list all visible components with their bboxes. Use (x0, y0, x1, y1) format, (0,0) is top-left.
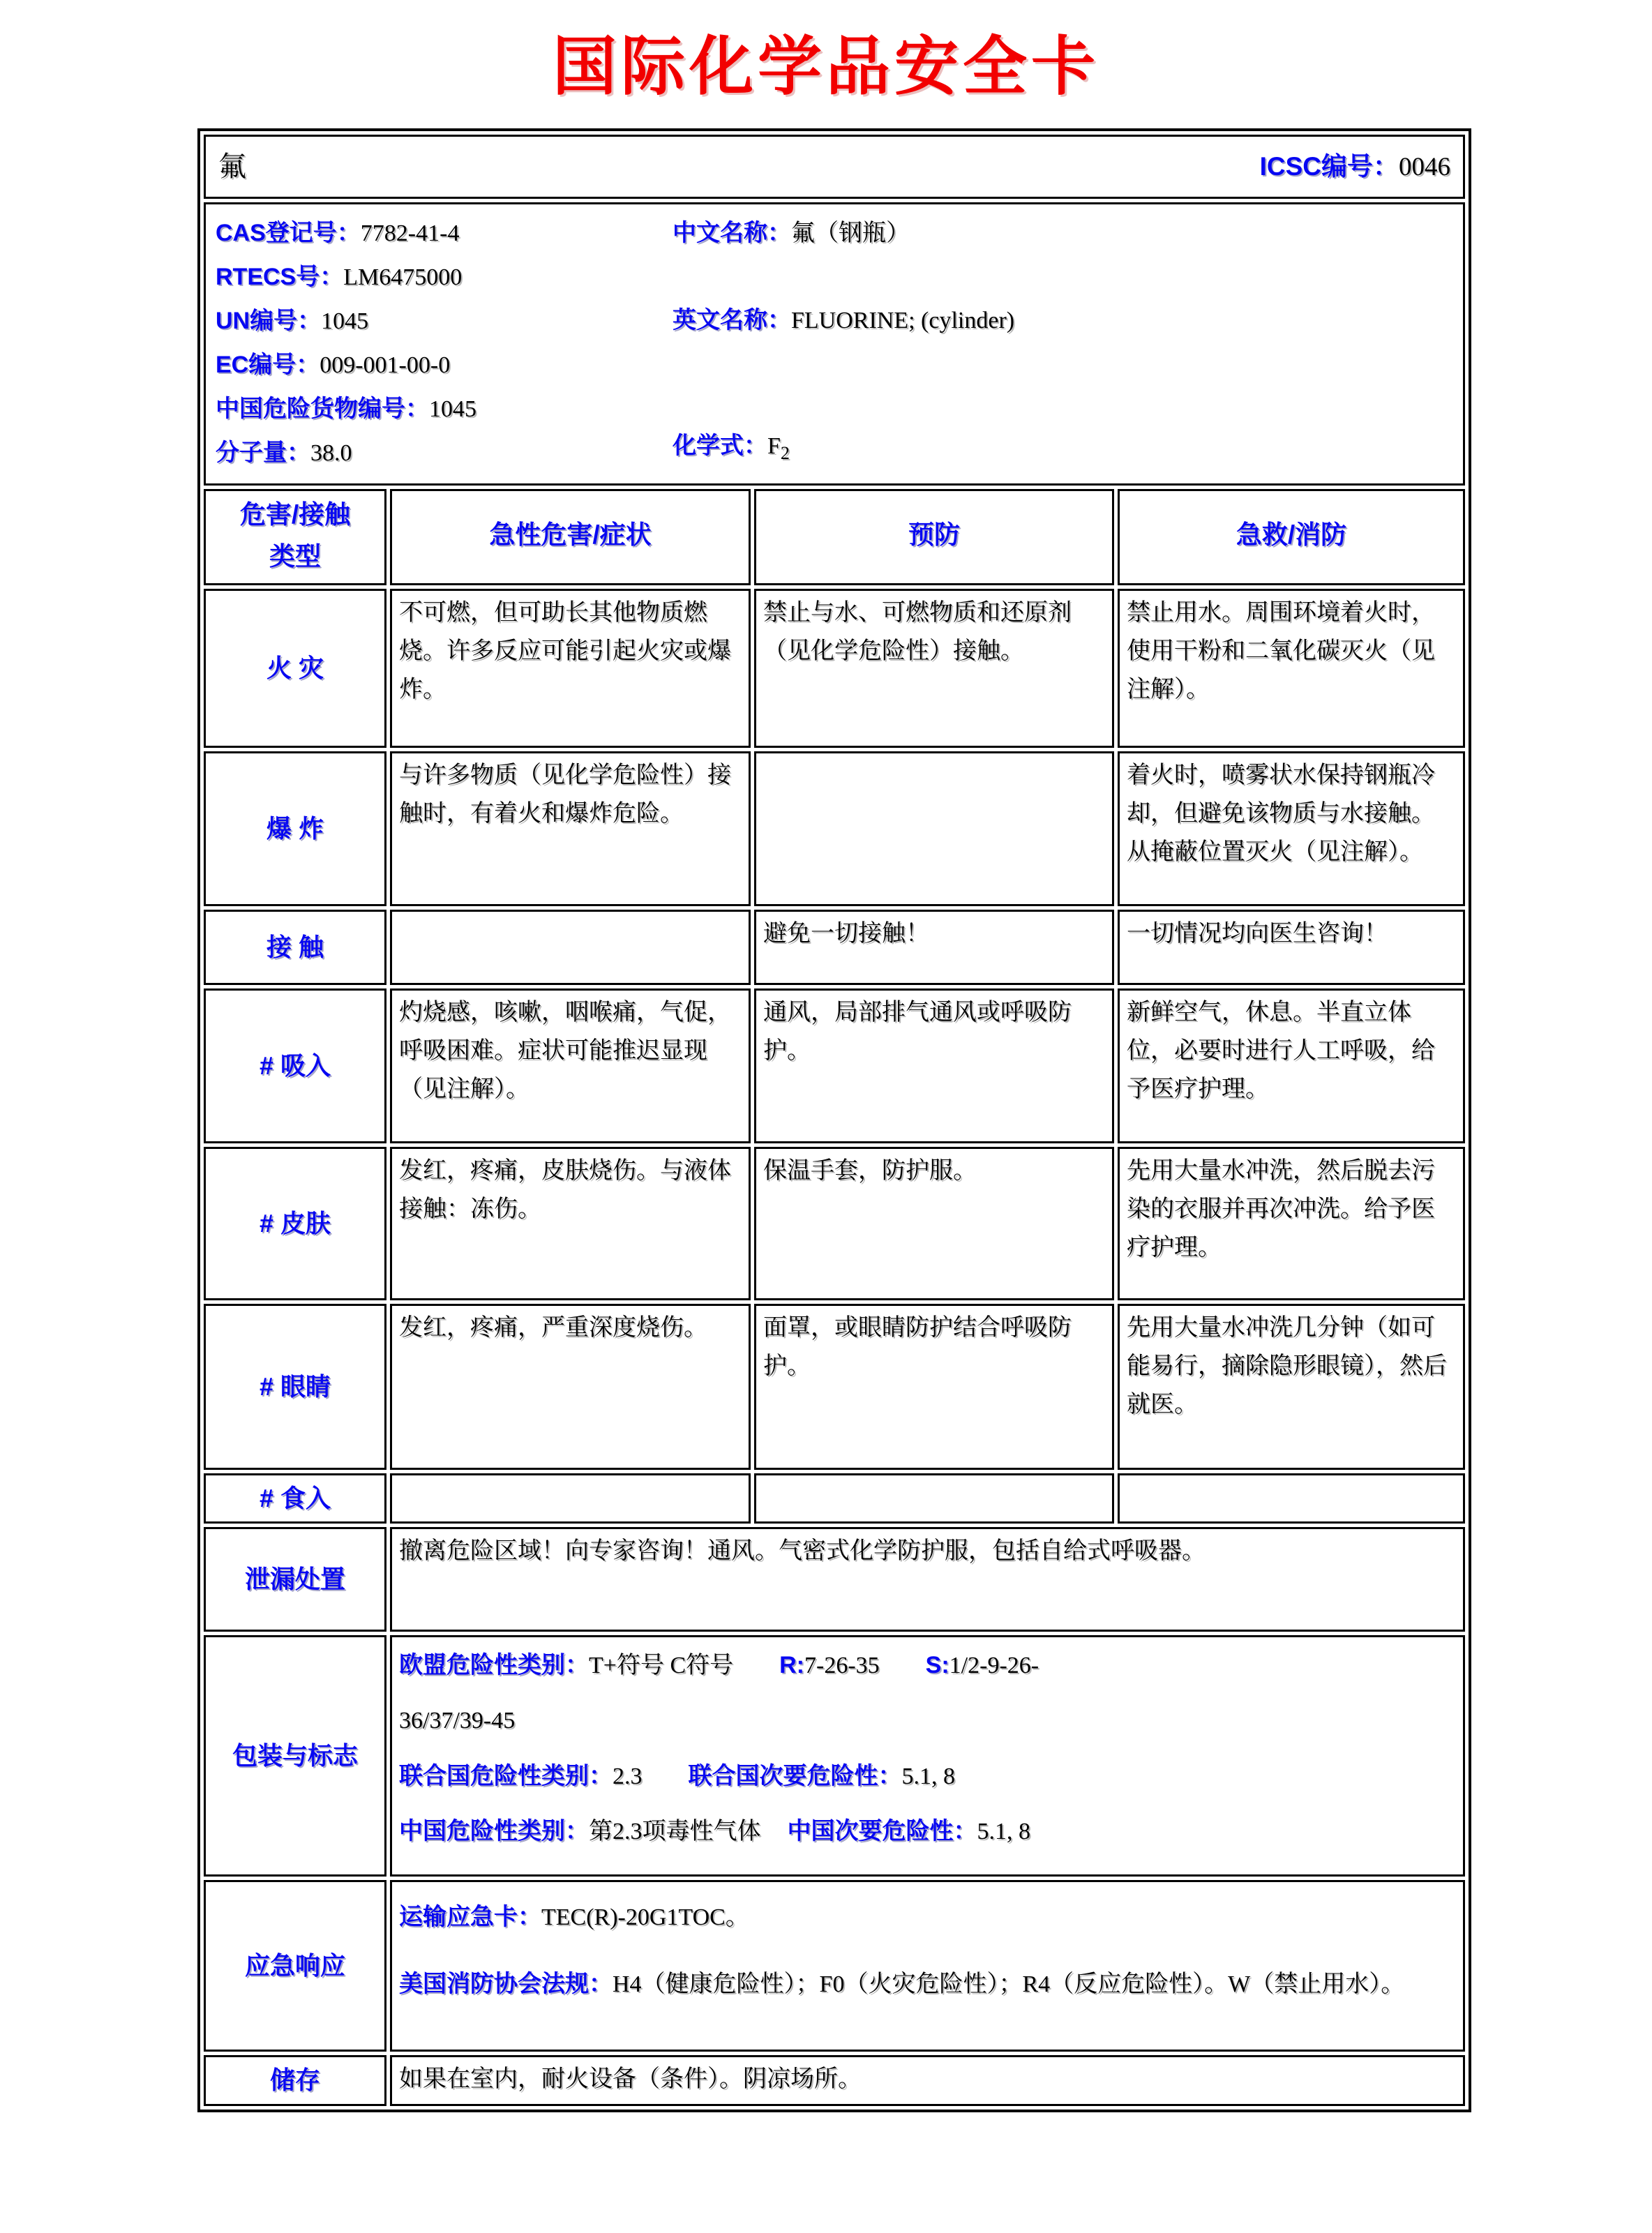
identification-cell (204, 202, 1465, 486)
skin-first-aid-cell: 先用大量水冲洗，然后脱去污染的衣服并再次冲洗。给予医疗护理。 (1118, 1147, 1465, 1300)
un-number-label: UN编号： (216, 308, 322, 334)
rtecs-number-label: RTECS号： (216, 264, 344, 290)
skin-row-label: # 皮肤 (204, 1147, 386, 1300)
s-phrases-value-part2: 36/37/39-45 (399, 1707, 516, 1734)
first-aid-header: 急救/消防 (1118, 489, 1465, 585)
symptoms-header: 急性危害/症状 (390, 489, 751, 585)
rtecs-number-value: LM6475000 (343, 264, 463, 290)
cn-subrisk-label: 中国次要危险性： (787, 1818, 977, 1845)
nfpa-line (399, 1962, 1456, 2008)
icsc-number-label: ICSC编号： (1259, 151, 1399, 181)
hazard-row-fire (204, 589, 1465, 748)
substance-name: 氟 (218, 150, 246, 182)
transport-card-value: TEC(R)-20G1TOC。 (541, 1904, 749, 1930)
nfpa-label: 美国消防协会法规： (399, 1970, 613, 1997)
fire-symptoms-cell: 不可燃，但可助长其他物质燃烧。许多反应可能引起火灾或爆炸。 (390, 589, 751, 748)
s-phrases-value-part1: 1/2-9-26- (949, 1653, 1039, 1679)
s-phrases-label: S: (925, 1652, 949, 1679)
hazard-row-ingestion (204, 1473, 1465, 1524)
transport-card-line (399, 1895, 1456, 1941)
storage-row (204, 2055, 1465, 2106)
explosion-row-label: 爆 炸 (204, 751, 386, 906)
storage-label: 储存 (204, 2055, 386, 2106)
ec-number-line (216, 343, 673, 387)
cn-subrisk-value: 5.1, 8 (977, 1819, 1030, 1845)
english-name-value: FLUORINE; (cylinder) (791, 308, 1015, 333)
r-phrases-value: 7-26-35 (804, 1653, 880, 1679)
explosion-first-aid-cell: 着火时，喷雾状水保持钢瓶冷却，但避免该物质与水接触。从掩蔽位置灭火（见注解）。 (1118, 751, 1465, 906)
page-title: 国际化学品安全卡 (552, 31, 1099, 103)
fire-first-aid-cell: 禁止用水。周围环境着火时，使用干粉和二氧化碳灭火（见注解）。 (1118, 589, 1465, 748)
formula-line (673, 424, 1453, 475)
ingestion-row-label: # 食入 (204, 1473, 386, 1524)
eyes-symptoms-cell: 发红，疼痛，严重深度烧伤。 (390, 1304, 751, 1470)
molecular-weight-label: 分子量： (216, 439, 310, 466)
packaging-row (204, 1635, 1465, 1877)
cas-number-value: 7782-41-4 (360, 220, 460, 246)
hazard-row-inhalation (204, 988, 1465, 1143)
hazard-row-contact (204, 910, 1465, 985)
chinese-name-label: 中文名称： (673, 220, 791, 246)
eu-class-line (399, 1647, 1456, 1685)
chinese-name-line (673, 211, 1453, 255)
hazard-row-explosion (204, 751, 1465, 906)
transport-card-label: 运输应急卡： (399, 1903, 541, 1930)
eyes-row-label: # 眼睛 (204, 1304, 386, 1470)
china-dg-number-line (216, 387, 673, 431)
prevention-header: 预防 (754, 489, 1114, 585)
packaging-content-cell (390, 1635, 1465, 1877)
rtecs-number-line (216, 255, 673, 299)
spillage-label: 泄漏处置 (204, 1527, 386, 1632)
card-header-row (204, 135, 1465, 199)
explosion-prevention-cell (754, 751, 1114, 906)
spillage-row (204, 1527, 1465, 1632)
ingestion-symptoms-cell (390, 1473, 751, 1524)
packaging-label: 包装与标志 (204, 1635, 386, 1877)
english-name-line (673, 299, 1453, 343)
contact-row-label: 接 触 (204, 910, 386, 985)
ec-number-label: EC编号： (216, 352, 320, 378)
s-phrases-continuation-line (399, 1703, 1456, 1740)
china-dg-number-label: 中国危险货物编号： (216, 396, 429, 422)
icsc-card-table (197, 128, 1471, 2112)
hazard-header-row (204, 489, 1465, 585)
chinese-name-value: 氟（钢瓶） (791, 220, 910, 246)
molecular-weight-value: 38.0 (310, 440, 352, 466)
un-subrisk-value: 5.1, 8 (901, 1763, 955, 1789)
contact-prevention-cell: 避免一切接触！ (754, 910, 1114, 985)
formula-label: 化学式： (673, 433, 767, 460)
identification-right-column (673, 211, 1453, 475)
cas-number-label: CAS登记号： (216, 220, 361, 246)
contact-first-aid-cell: 一切情况均向医生咨询！ (1118, 910, 1465, 985)
ec-number-value: 009-001-00-0 (320, 352, 451, 378)
nfpa-value: H4（健康危险性）；F0（火灾危险性）；R4（反应危险性）。W（禁止用水）。 (613, 1971, 1405, 1997)
un-subrisk-label: 联合国次要危险性： (688, 1762, 902, 1789)
eyes-first-aid-cell: 先用大量水冲洗几分钟（如可能易行，摘除隐形眼镜），然后就医。 (1118, 1304, 1465, 1470)
eu-class-label: 欧盟危险性类别： (399, 1652, 589, 1679)
icsc-number-value: 0046 (1399, 152, 1451, 181)
un-class-label: 联合国危险性类别： (399, 1762, 613, 1789)
hazard-row-eyes (204, 1304, 1465, 1470)
emergency-label: 应急响应 (204, 1880, 386, 2052)
inhalation-prevention-cell: 通风，局部排气通风或呼吸防护。 (754, 988, 1114, 1143)
china-dg-number-value: 1045 (429, 396, 476, 422)
cn-class-label: 中国危险性类别： (399, 1818, 589, 1845)
explosion-symptoms-cell: 与许多物质（见化学危险性）接触时，有着火和爆炸危险。 (390, 751, 751, 906)
skin-prevention-cell: 保温手套，防护服。 (754, 1147, 1114, 1300)
spillage-text-cell: 撤离危险区域！向专家咨询！通风。气密式化学防护服，包括自给式呼吸器。 (390, 1527, 1465, 1632)
fire-row-label: 火 灾 (204, 589, 386, 748)
cn-class-value: 第2.3项毒性气体 (589, 1819, 761, 1845)
cas-number-line (216, 211, 673, 255)
english-name-label: 英文名称： (673, 307, 791, 333)
hazard-row-skin (204, 1147, 1465, 1300)
skin-symptoms-cell: 发红，疼痛，皮肤烧伤。与液体接触：冻伤。 (390, 1147, 751, 1300)
un-number-line (216, 299, 673, 343)
cn-class-line (399, 1813, 1456, 1851)
hazard-type-header: 危害/接触 类型 (204, 489, 386, 585)
fire-prevention-cell: 禁止与水、可燃物质和还原剂（见化学危险性）接触。 (754, 589, 1114, 748)
identification-left-column (216, 211, 673, 475)
molecular-weight-line (216, 431, 673, 475)
eu-class-value: T+符号 C符号 (589, 1653, 734, 1679)
emergency-content-cell (390, 1880, 1465, 2052)
inhalation-first-aid-cell: 新鲜空气，休息。半直立体位，必要时进行人工呼吸，给予医疗护理。 (1118, 988, 1465, 1143)
inhalation-symptoms-cell: 灼烧感，咳嗽，咽喉痛，气促，呼吸困难。症状可能推迟显现（见注解）。 (390, 988, 751, 1143)
storage-text-cell: 如果在室内，耐火设备（条件）。阴凉场所。 (390, 2055, 1465, 2106)
r-phrases-label: R: (779, 1652, 805, 1679)
formula-value: $F_2$ (767, 433, 790, 463)
ingestion-prevention-cell (754, 1473, 1114, 1524)
identification-row (204, 202, 1465, 486)
ingestion-first-aid-cell (1118, 1473, 1465, 1524)
contact-symptoms-cell (390, 910, 751, 985)
eyes-prevention-cell: 面罩，或眼睛防护结合呼吸防护。 (754, 1304, 1114, 1470)
inhalation-row-label: # 吸入 (204, 988, 386, 1143)
un-class-line (399, 1758, 1456, 1796)
un-class-value: 2.3 (613, 1763, 643, 1789)
emergency-row (204, 1880, 1465, 2052)
un-number-value: 1045 (321, 308, 369, 334)
